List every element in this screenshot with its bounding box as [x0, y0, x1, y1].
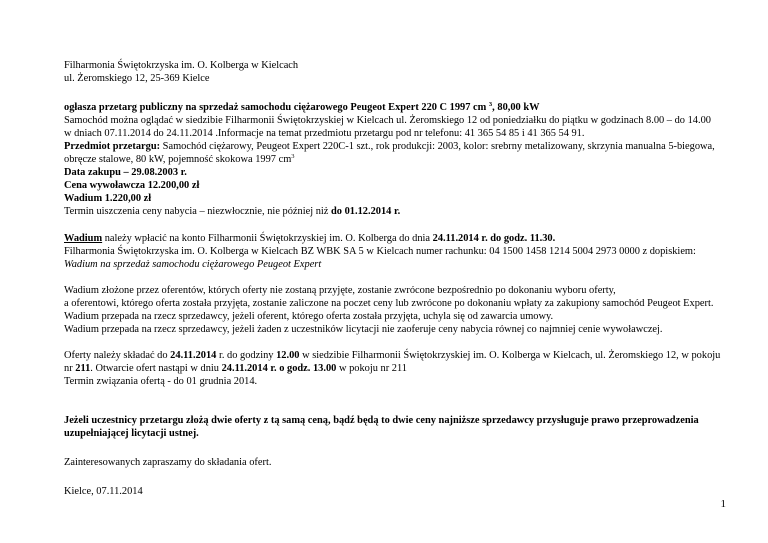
deposit-rule-1: Wadium złożone przez oferentów, których oferty nie zostaną przyjęte, zostanie zwrócone bezpośrednio po dokonaniu wyboru oferty,: [64, 285, 616, 296]
subject-label: Przedmiot przetargu:: [64, 141, 161, 152]
deposit-amount: Wadium 1.220,00 zł: [64, 193, 152, 204]
offers-line-1: [64, 349, 719, 362]
org-address: ul. Żeromskiego 12, 25-369 Kielce: [64, 73, 210, 84]
tie-rule-line-1: Jeżeli uczestnicy przetargu złożą dwie oferty z tą samą ceną, bądź będą to dwie ceny najniższe sprzedawcy przysługuje prawo przeprowadzenia: [64, 415, 699, 426]
deposit-rule-4: Wadium przepada na rzecz sprzedawcy, jeżeli żaden z uczestników licytacji nie zaoferuje ceny nabycia równej co najmniej cenie wywoławczej.: [64, 324, 663, 335]
invitation-text: Zainteresowanych zapraszamy do składania ofert.: [64, 457, 272, 468]
deposit-info-date: 24.11.2014 r. do godz. 11.30.: [432, 233, 556, 244]
org-name: Filharmonia Świętokrzyska im. O. Kolberga w Kielcach: [64, 60, 299, 71]
offers-opening-date: 24.11.2014 r. o godz. 13.00: [221, 363, 337, 374]
subject-line: [64, 140, 719, 153]
announcement-section: [64, 101, 719, 218]
bank-account-line: Filharmonia Świętokrzyska im. O. Kolberga w Kielcach BZ WBK SA 5 w Kielcach numer rachunku: 04 1500 1458 1214 5004 2973 0000 z dopiskiem:: [64, 246, 696, 257]
headline-text: ogłasza przetarg publiczny na sprzedaż samochodu ciężarowego Peugeot Expert 220 C 1997 cm: [64, 102, 487, 113]
offers-text-6: w pokoju nr 211: [336, 363, 407, 374]
deposit-rule-2: a oferentowi, którego oferta została przyjęta, zostanie zaliczone na poczet ceny lub zwrócone po dokonaniu wpłaty za zakupiony samochód Peugeot Expert.: [64, 298, 714, 309]
subject-text: Samochód ciężarowy, Peugeot Expert 220C-1 szt., rok produkcji: 2003, kolor: srebrny metalizowany, skrzynia manualna 5-biegowa,: [160, 141, 715, 152]
offers-deadline-date: 24.11.2014: [170, 350, 217, 361]
deposit-info-text: należy wpłacić na konto Filharmonii Świętokrzyskiej im. O. Kolberga do dnia: [102, 233, 433, 244]
offers-deadline-time: 12.00: [276, 350, 300, 361]
transfer-title: Wadium na sprzedaż samochodu ciężarowego Peugeot Expert: [64, 259, 322, 270]
offers-text-3: w siedzibie Filharmonii Świętokrzyskiej im. O. Kolberga w Kielcach, ul. Żeromskiego 12, w pokoju: [299, 350, 721, 361]
offers-text-5: . Otwarcie ofert nastąpi w dniu: [90, 363, 222, 374]
tie-rule-line-2: uzupełniającej licytacji ustnej.: [64, 428, 199, 439]
payment-deadline-text: Termin uiszczenia ceny nabycia – niezwłocznie, nie później niż: [64, 206, 332, 217]
announcement-headline: [64, 101, 719, 114]
offers-text-4: nr: [64, 363, 76, 374]
offers-section: [64, 349, 719, 388]
viewing-line-1: Samochód można oglądać w siedzibie Filharmonii Świętokrzyskiej w Kielcach ul. Żeromskiego 12 od poniedziałku do piątku w godzinach 8.00 – do 14.00: [64, 115, 711, 126]
org-header: [64, 59, 719, 85]
purchase-date: Data zakupu – 29.08.2003 r.: [64, 167, 187, 178]
viewing-line-2: w dniach 07.11.2014 do 24.11.2014 .Informacje na temat przedmiotu przetargu pod nr telefonu: 41 365 54 85 i 41 365 54 91.: [64, 128, 585, 139]
document-page: [64, 59, 719, 498]
deposit-info-section: [64, 232, 719, 271]
payment-deadline-date: do 01.12.2014 r.: [331, 206, 401, 217]
deposit-info-line: [64, 232, 719, 245]
subject-line-2-text: obręcze stalowe, 80 kW, pojemność skokowa 1997 cm: [64, 154, 292, 165]
subject-line-2-superscript: 3: [291, 153, 295, 160]
binding-period: Termin związania ofertą - do 01 grudnia 2014.: [64, 376, 258, 387]
place-and-date: Kielce, 07.11.2014: [64, 486, 143, 497]
page-number: 1: [720, 498, 726, 510]
offers-line-2: [64, 362, 719, 375]
subject-line-2: [64, 153, 719, 166]
offers-room: 211: [75, 363, 91, 374]
tie-rule-section: [64, 414, 719, 440]
offers-text-1: Oferty należy składać do: [64, 350, 171, 361]
starting-price: Cena wywoławcza 12.200,00 zł: [64, 180, 200, 191]
deposit-rules-section: [64, 284, 719, 336]
headline-superscript: 3: [488, 101, 493, 108]
deposit-info-label: Wadium: [64, 233, 103, 244]
deposit-rule-3: Wadium przepada na rzecz sprzedawcy, jeżeli oferent, którego oferta została przyjęta, uchyla się od zawarcia umowy.: [64, 311, 554, 322]
headline-suffix: , 80,00 kW: [492, 102, 540, 113]
offers-text-2: r. do godziny: [216, 350, 277, 361]
payment-deadline: [64, 205, 719, 218]
